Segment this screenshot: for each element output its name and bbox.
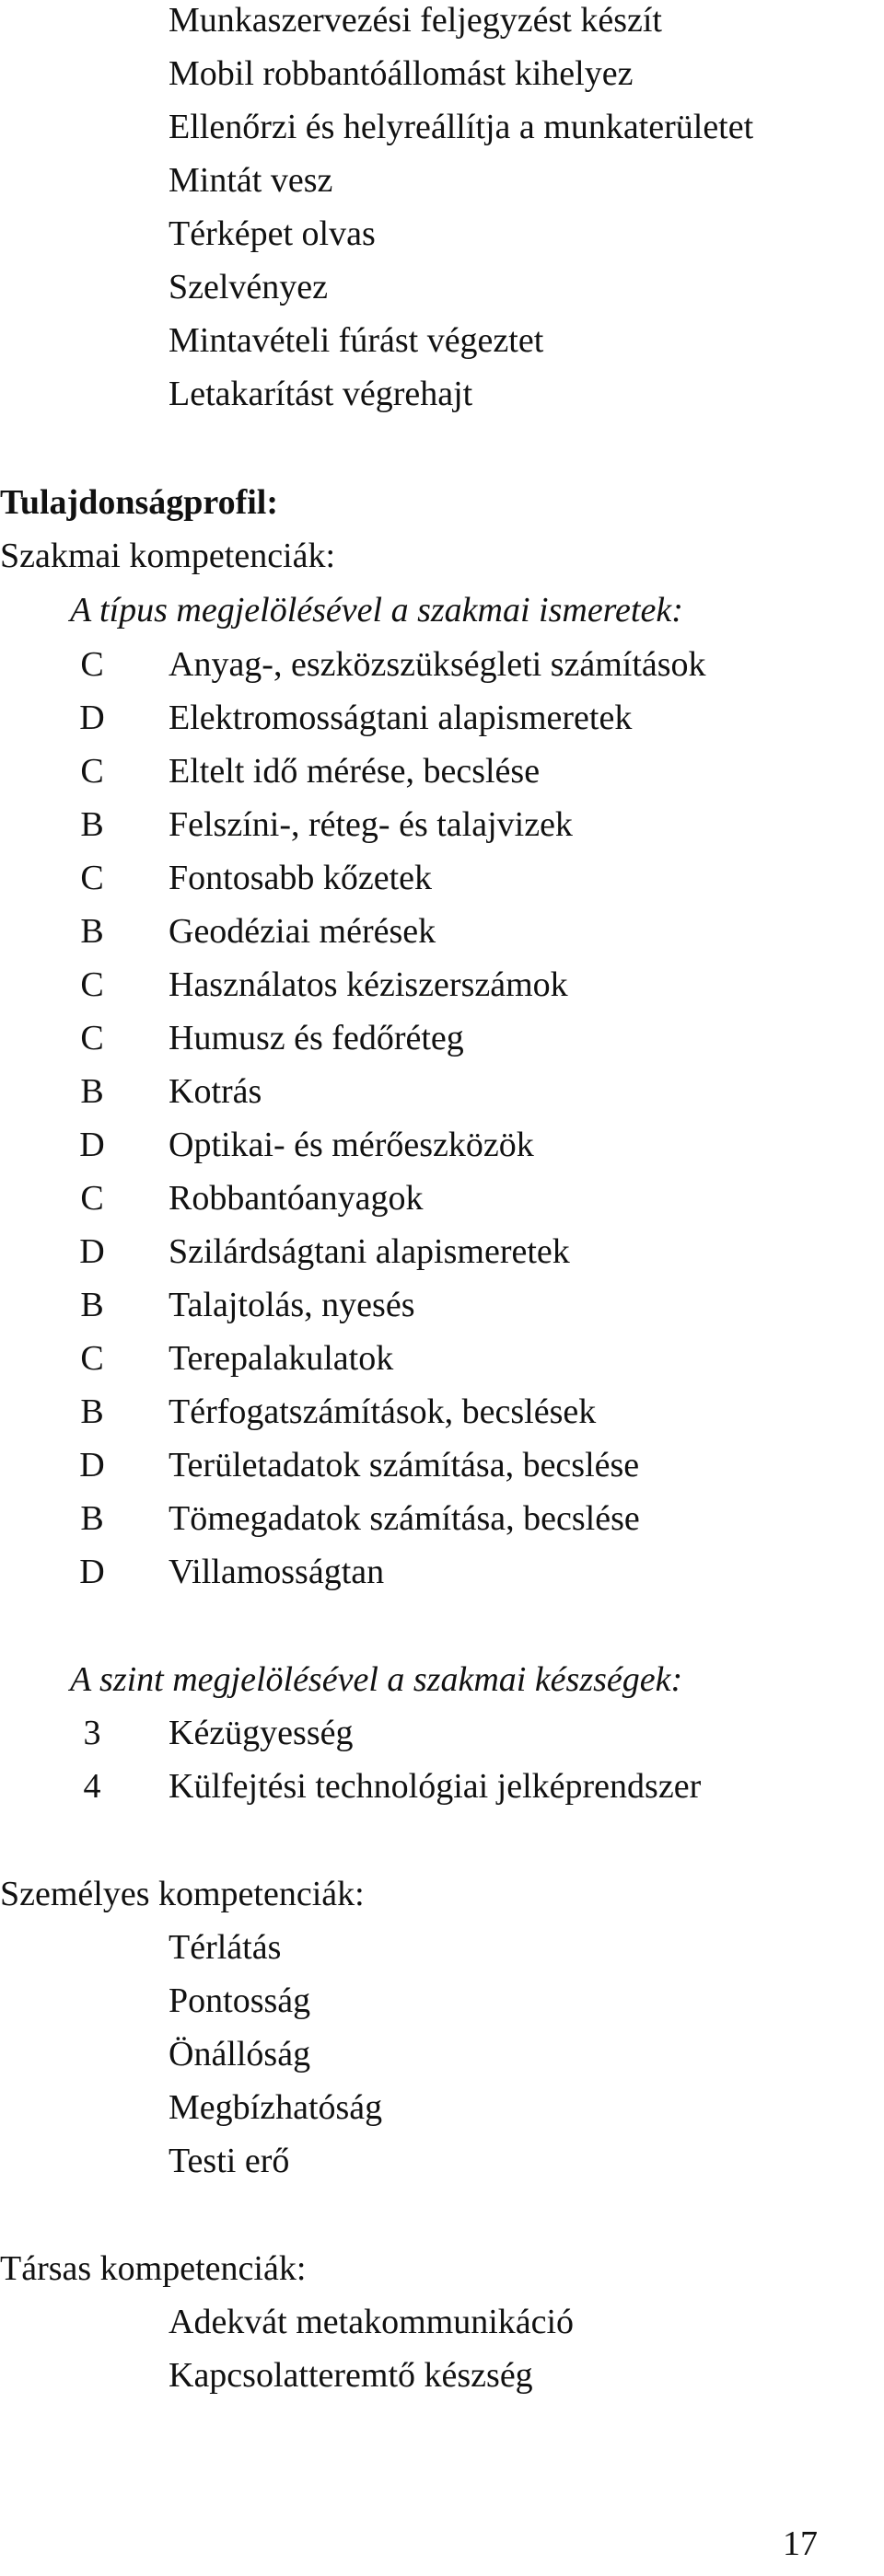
knowledge-item: Tömegadatok számítása, becslése [169, 1499, 640, 1538]
knowledge-level: C [80, 1019, 104, 1057]
task-item: Letakarítást végrehajt [169, 375, 473, 413]
personal-item: Testi erő [169, 2142, 290, 2180]
knowledge-item: Talajtolás, nyesés [169, 1286, 415, 1324]
knowledge-level: D [79, 1553, 105, 1591]
knowledge-item: Szilárdságtani alapismeretek [169, 1232, 570, 1271]
knowledge-level: C [80, 1179, 104, 1218]
knowledge-item: Anyag-, eszközszükségleti számítások [169, 645, 706, 684]
knowledge-item: Terepalakulatok [169, 1339, 394, 1378]
knowledge-item: Térfogatszámítások, becslések [169, 1392, 597, 1431]
knowledge-level: C [80, 752, 104, 791]
profile-heading: Tulajdonságprofil: [0, 483, 278, 522]
knowledge-level: D [79, 1126, 105, 1164]
task-item: Térképet olvas [169, 214, 376, 253]
knowledge-level: B [80, 1286, 104, 1324]
knowledge-item: Használatos kéziszerszámok [169, 965, 568, 1004]
knowledge-item: Optikai- és mérőeszközök [169, 1126, 534, 1164]
knowledge-level: C [80, 965, 104, 1004]
personal-item: Önállóság [169, 2035, 311, 2074]
task-item: Mobil robbantóállomást kihelyez [169, 54, 634, 93]
task-item: Munkaszervezési feljegyzést készít [169, 1, 662, 40]
knowledge-item: Robbantóanyagok [169, 1179, 424, 1218]
knowledge-level: B [80, 805, 104, 844]
social-item: Kapcsolatteremtő készség [169, 2356, 533, 2395]
knowledge-item: Felszíni-, réteg- és talajvizek [169, 805, 573, 844]
personal-item: Megbízhatóság [169, 2088, 383, 2127]
task-item: Szelvényez [169, 268, 329, 306]
knowledge-level: C [80, 645, 104, 684]
knowledge-item: Villamosságtan [169, 1553, 385, 1591]
knowledge-item: Geodéziai mérések [169, 912, 436, 951]
task-item: Mintavételi fúrást végeztet [169, 321, 544, 360]
professional-heading: Szakmai kompetenciák: [0, 537, 336, 575]
knowledge-level: B [80, 912, 104, 951]
skill-level: 3 [83, 1714, 101, 1752]
knowledge-level: D [79, 1232, 105, 1271]
knowledge-level: B [80, 1499, 104, 1538]
personal-heading: Személyes kompetenciák: [0, 1875, 365, 1913]
knowledge-level: B [80, 1072, 104, 1111]
knowledge-item: Eltelt idő mérése, becslése [169, 752, 541, 791]
knowledge-heading: A típus megjelölésével a szakmai ismeretek: [70, 591, 683, 630]
task-item: Mintát vesz [169, 161, 333, 200]
page-number: 17 [783, 2524, 818, 2563]
knowledge-item: Fontosabb kőzetek [169, 859, 433, 897]
skill-item: Kézügyesség [169, 1714, 354, 1752]
skill-item: Külfejtési technológiai jelképrendszer [169, 1767, 702, 1806]
social-item: Adekvát metakommunikáció [169, 2303, 575, 2341]
knowledge-level: C [80, 1339, 104, 1378]
social-heading: Társas kompetenciák: [0, 2249, 307, 2288]
task-item: Ellenőrzi és helyreállítja a munkaterületet [169, 108, 754, 146]
personal-item: Térlátás [169, 1928, 282, 1967]
knowledge-item: Területadatok számítása, becslése [169, 1446, 640, 1484]
knowledge-item: Kotrás [169, 1072, 262, 1111]
knowledge-item: Humusz és fedőréteg [169, 1019, 464, 1057]
knowledge-level: B [80, 1392, 104, 1431]
knowledge-level: C [80, 859, 104, 897]
personal-item: Pontosság [169, 1981, 311, 2020]
skill-level: 4 [83, 1767, 101, 1806]
knowledge-item: Elektromosságtani alapismeretek [169, 699, 633, 737]
skills-heading: A szint megjelölésével a szakmai készségek: [70, 1660, 683, 1699]
knowledge-level: D [79, 699, 105, 737]
knowledge-level: D [79, 1446, 105, 1484]
